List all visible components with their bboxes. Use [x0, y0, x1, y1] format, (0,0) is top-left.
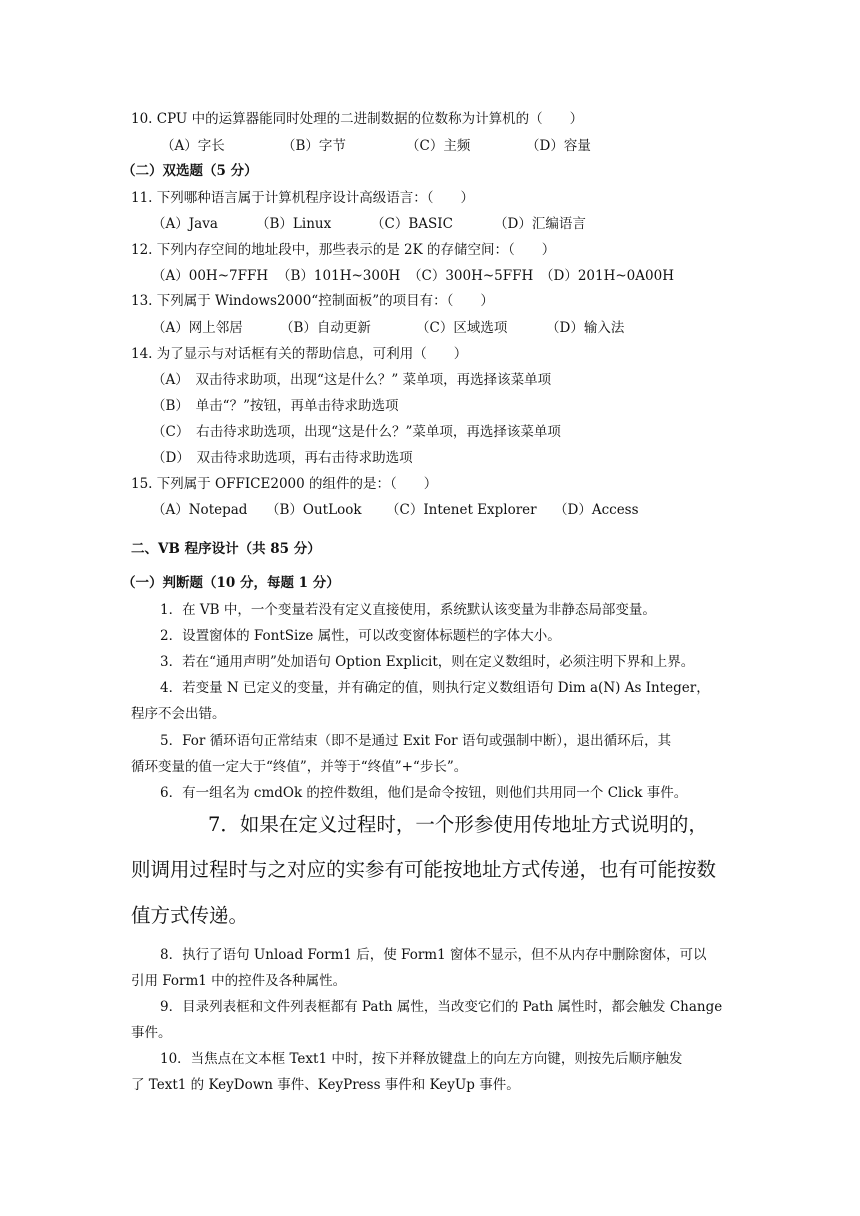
question-14-option-c: （C） 右击待求助选项，出现“这是什么？”菜单项，再选择该菜单项 — [152, 424, 561, 440]
tf-statement-6: 6．有一组名为 cmdOk 的控件数组，他们是命令按钮，则他们共用同一个 Click 事件。 — [160, 785, 688, 801]
question-13-option-c: （C）区域选项 — [416, 320, 508, 336]
question-10-stem: 10. CPU 中的运算器能同时处理的二进制数据的位数称为计算机的（ ） — [131, 111, 584, 127]
tf-statement-3: 3．若在“通用声明”处加语句 Option Explicit，则在定义数组时，必须注明下界和上界。 — [160, 654, 695, 670]
question-15-option-c: （C）Intenet Explorer — [386, 502, 537, 518]
question-13-option-d: （D）输入法 — [546, 320, 625, 336]
tf-statement-5-cont: 循环变量的值一定大于“终值”，并等于“终值”+“步长”。 — [131, 759, 468, 775]
question-14-option-b: （B） 单击“？”按钮，再单击待求助选项 — [152, 398, 399, 414]
section-vb-heading: 二、VB 程序设计（共 85 分） — [131, 541, 321, 557]
question-12-option-d: （D）201H~0A00H — [540, 268, 674, 284]
question-12-option-a: （A）00H~7FFH — [152, 268, 269, 284]
tf-statement-4-cont: 程序不会出错。 — [131, 706, 226, 722]
question-11-option-d: （D）汇编语言 — [494, 216, 586, 232]
tf-statement-4: 4．若变量 N 已定义的变量，并有确定的值，则执行定义数组语句 Dim a(N) As Integer， — [160, 680, 710, 696]
question-11-stem: 11. 下列哪种语言属于计算机程序设计高级语言：（ ） — [131, 190, 475, 206]
question-14-option-a: （A） 双击待求助项，出现“这是什么？” 菜单项，再选择该菜单项 — [152, 372, 552, 388]
tf-statement-7-cont-2: 值方式传递。 — [131, 904, 249, 927]
tf-statement-5: 5．For 循环语句正常结束（即不是通过 Exit For 语句或强制中断），退出循环后，其 — [160, 733, 672, 749]
question-12-option-b: （B）101H~300H — [277, 268, 401, 284]
tf-statement-8: 8．执行了语句 Unload Form1 后，使 Form1 窗体不显示，但不从内存中删除窗体，可以 — [160, 947, 707, 963]
question-13-stem: 13. 下列属于 Windows2000“控制面板”的项目有：（ ） — [131, 293, 494, 309]
question-13-option-b: （B）自动更新 — [280, 320, 371, 336]
tf-statement-7: 7．如果在定义过程时，一个形参使用传地址方式说明的， — [208, 813, 708, 836]
question-15-option-a: （A）Notepad — [152, 502, 248, 518]
question-10-option-b: （B）字节 — [282, 138, 346, 154]
question-11-option-c: （C）BASIC — [371, 216, 453, 232]
tf-statement-1: 1．在 VB 中，一个变量若没有定义直接使用，系统默认该变量为非静态局部变量。 — [160, 602, 656, 618]
question-14-stem: 14. 为了显示与对话框有关的帮助信息，可利用（ ） — [131, 346, 468, 362]
question-15-option-b: （B）OutLook — [266, 502, 362, 518]
question-10-option-d: （D）容量 — [526, 138, 591, 154]
question-15-option-d: （D）Access — [554, 502, 639, 518]
tf-statement-2: 2．设置窗体的 FontSize 属性，可以改变窗体标题栏的字体大小。 — [160, 628, 561, 644]
question-11-option-a: （A）Java — [152, 216, 218, 232]
question-14-option-d: （D） 双击待求助选项，再右击待求助选项 — [152, 450, 413, 466]
question-15-stem: 15. 下列属于 OFFICE2000 的组件的是：（ ） — [131, 476, 438, 492]
tf-statement-7-cont-1: 则调用过程时与之对应的实参有可能按地址方式传递，也有可能按数 — [131, 858, 717, 881]
question-10-option-a: （A）字长 — [161, 138, 225, 154]
question-12-stem: 12. 下列内存空间的地址段中，那些表示的是 2K 的存储空间：（ ） — [131, 242, 556, 258]
question-12-option-c: （C）300H~5FFH — [408, 268, 534, 284]
section-true-false-heading: （一）判断题（10 分，每题 1 分） — [122, 575, 340, 591]
question-10-option-c: （C）主频 — [406, 138, 471, 154]
tf-statement-10: 10．当焦点在文本框 Text1 中时，按下并释放键盘上的向左方向键，则按先后顺序触发 — [160, 1051, 683, 1067]
question-13-option-a: （A）网上邻居 — [152, 320, 243, 336]
section-double-choice-heading: （二）双选题（5 分） — [122, 163, 258, 179]
tf-statement-10-cont: 了 Text1 的 KeyDown 事件、KeyPress 事件和 KeyUp 事件。 — [131, 1077, 520, 1093]
question-11-option-b: （B）Linux — [256, 216, 332, 232]
tf-statement-9: 9．目录列表框和文件列表框都有 Path 属性，当改变它们的 Path 属性时，都会触发 Change — [160, 999, 723, 1015]
tf-statement-9-cont: 事件。 — [131, 1025, 172, 1041]
tf-statement-8-cont: 引用 Form1 中的控件及各种属性。 — [131, 973, 347, 989]
